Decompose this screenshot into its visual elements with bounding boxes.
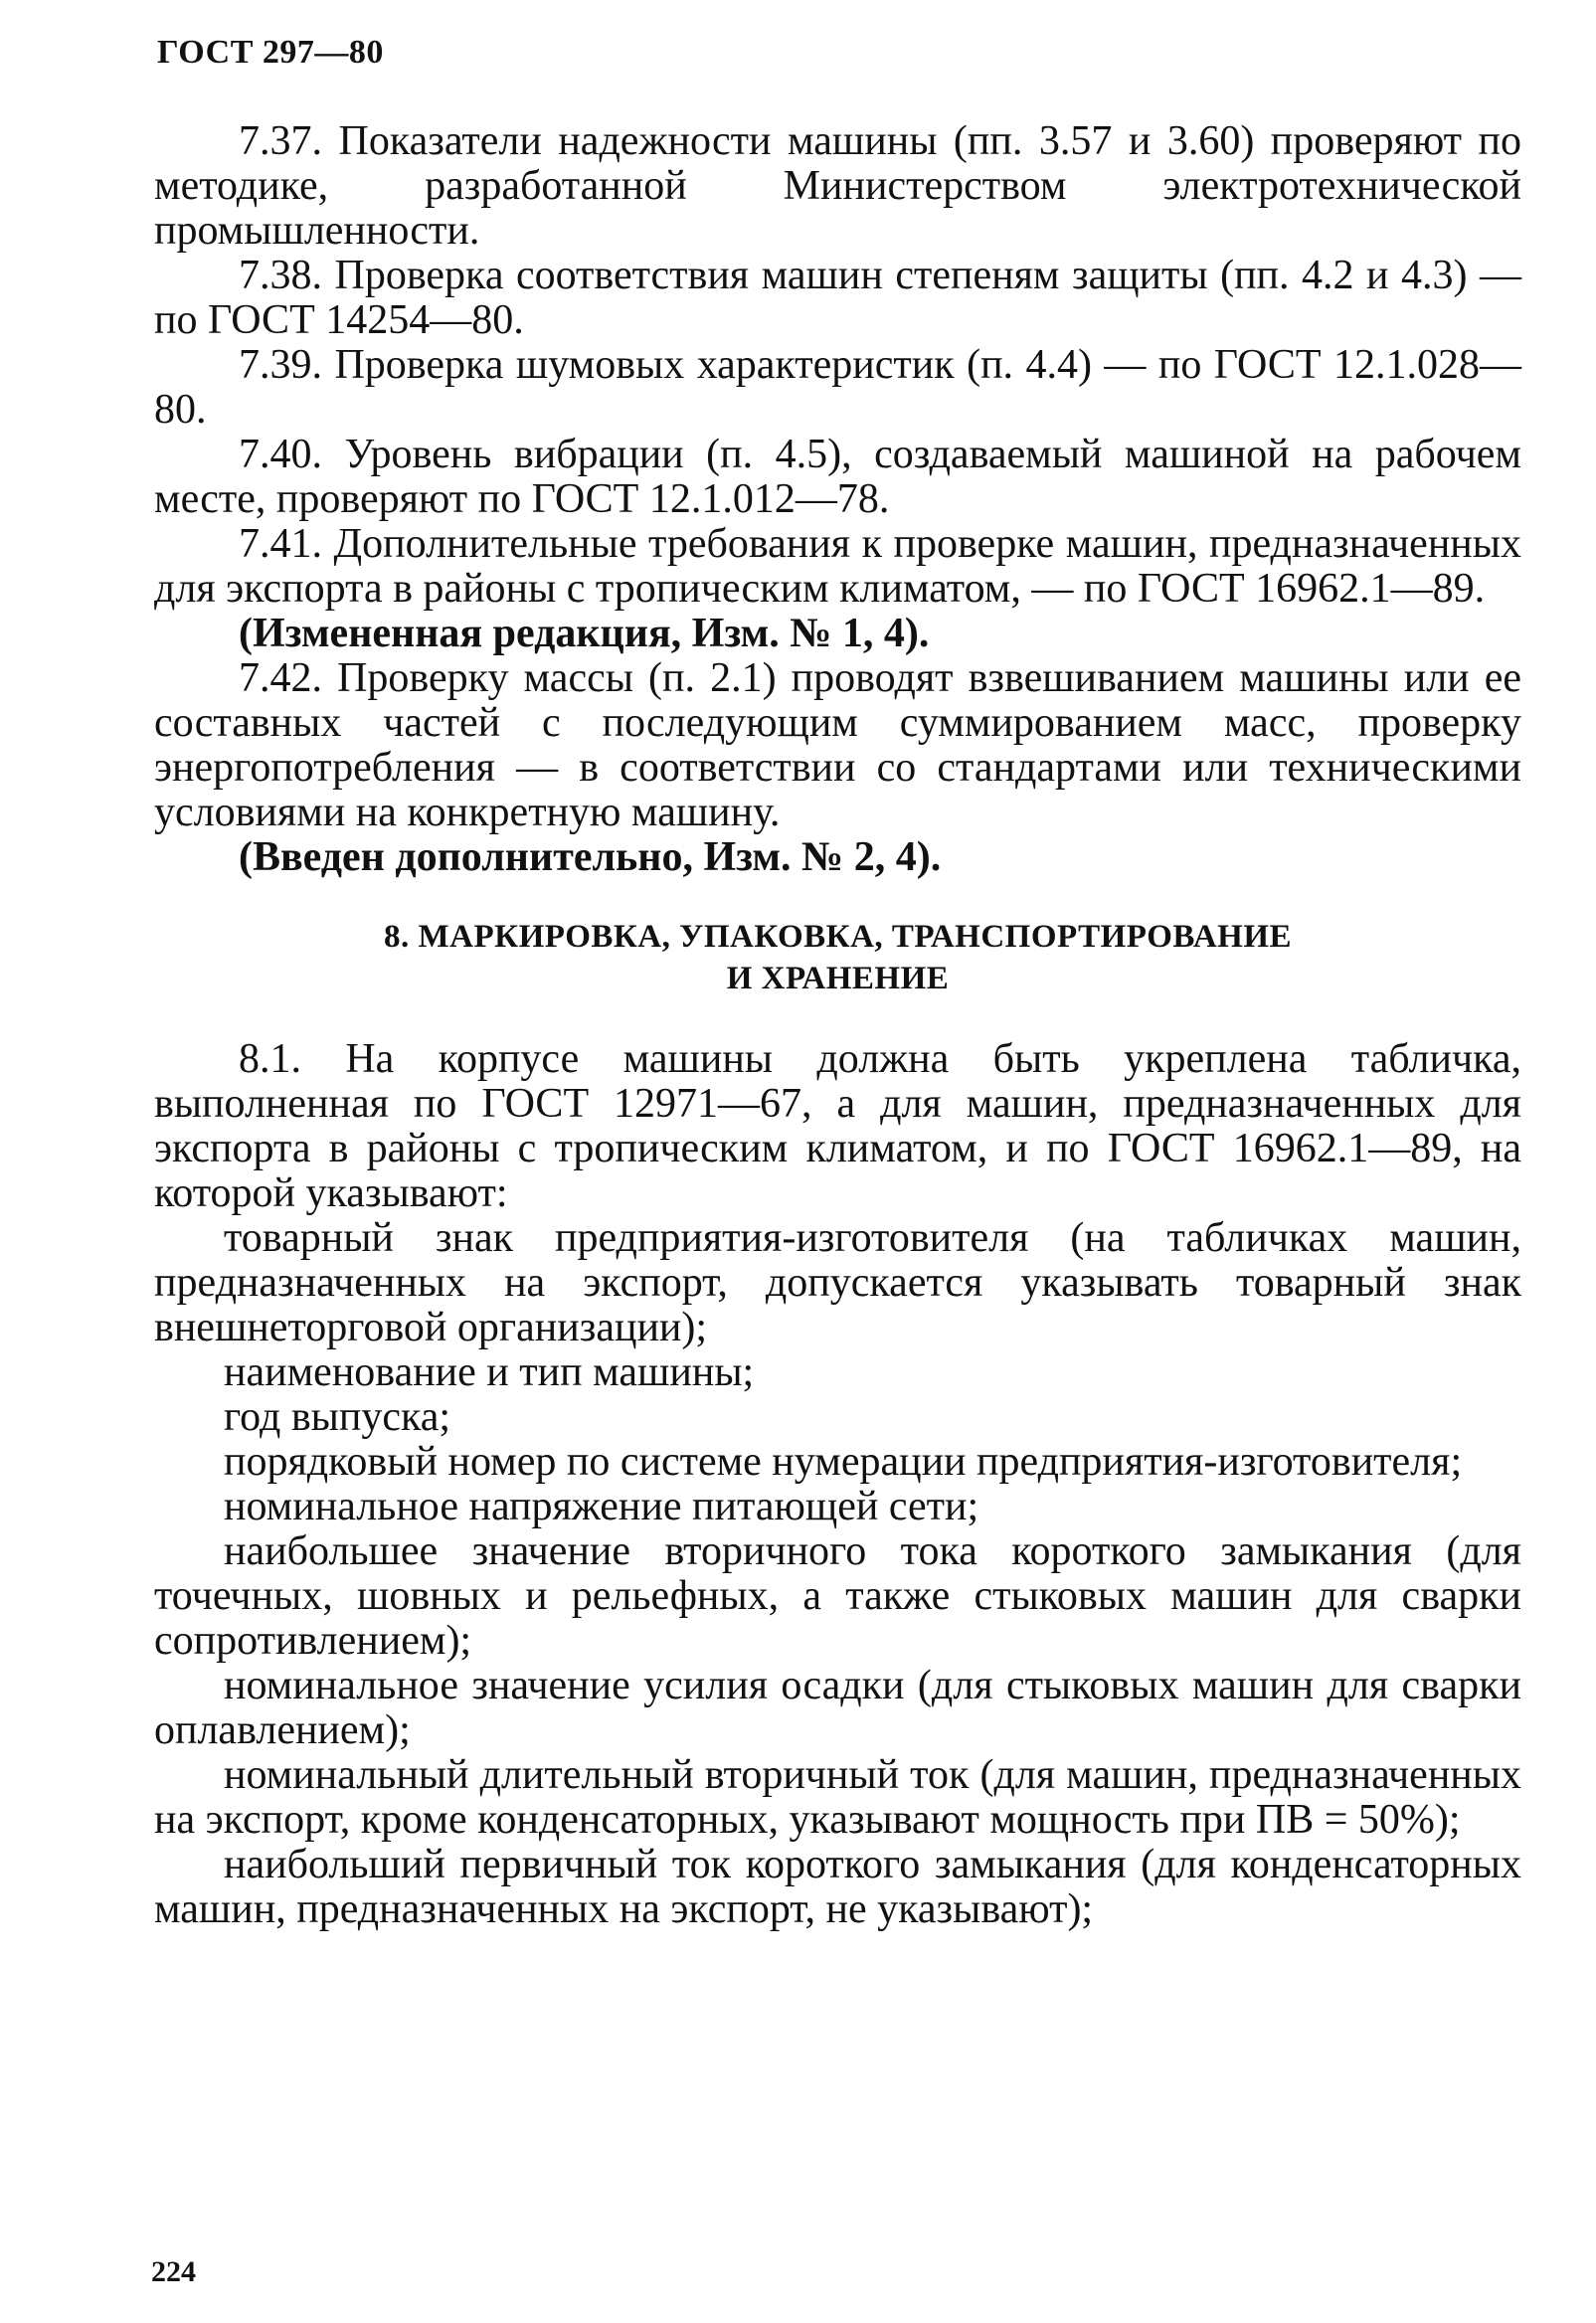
paragraph-7-37: 7.37. Показатели надежности машины (пп. 3.57 и 3.60) проверяют по методике, разработанной Министерством электротехнической промышленности.: [154, 118, 1521, 254]
list-item: наибольшее значение вторичного тока короткого замыкания (для точечных, шовных и рельефных, а также стыковых машин для сварки сопротивлением);: [154, 1528, 1521, 1664]
section-heading-line: И ХРАНЕНИЕ: [726, 961, 950, 996]
list-item: номинальное значение усилия осадки (для стыковых машин для сварки оплавлением);: [154, 1663, 1521, 1753]
section-heading: [154, 916, 1521, 999]
paragraph-7-41: 7.41. Дополнительные требования к проверке машин, предназначенных для экспорта в районы с тропическим климатом, — по ГОСТ 16962.1—89.: [154, 521, 1521, 612]
list-item: товарный знак предприятия-изготовителя (на табличках машин, предназначенных на экспорт, допускается указывать товарный знак внешнеторговой организации);: [154, 1215, 1521, 1350]
amendment-note: (Измененная редакция, Изм. № 1, 4).: [239, 611, 930, 656]
paragraph-8-1: 8.1. На корпусе машины должна быть укреплена табличка, выполненная по ГОСТ 12971—67, а для машин, предназначенных для экспорта в районы с тропическим климатом, и по ГОСТ 16962.1—89, на которой указывают:: [154, 1036, 1521, 1216]
page-header: ГОСТ 297—80: [157, 34, 384, 71]
paragraph-7-40: 7.40. Уровень вибрации (п. 4.5), создаваемый машиной на рабочем месте, проверяют по ГОСТ 12.1.012—78.: [154, 432, 1521, 522]
document-body: [154, 119, 1521, 1932]
list-item: номинальное напряжение питающей сети;: [224, 1484, 979, 1529]
amendment-note: (Введен дополнительно, Изм. № 2, 4).: [239, 834, 942, 880]
page-number: 224: [151, 2255, 196, 2288]
paragraph-7-38: 7.38. Проверка соответствия машин степеням защиты (пп. 4.2 и 4.3) — по ГОСТ 14254—80.: [154, 253, 1521, 343]
section-heading-line: 8. МАРКИРОВКА, УПАКОВКА, ТРАНСПОРТИРОВАНИЕ: [384, 919, 1292, 955]
list-item: наименование и тип машины;: [224, 1349, 755, 1395]
list-item: порядковый номер по системе нумерации предприятия-изготовителя;: [224, 1439, 1463, 1485]
paragraph-7-42: 7.42. Проверку массы (п. 2.1) проводят взвешиванием машины или ее составных частей с последующим суммированием масс, проверку энергопотребления — в соответствии со стандартами или техническими условиями на конкретную машину.: [154, 655, 1521, 835]
list-item: номинальный длительный вторичный ток (для машин, предназначенных на экспорт, кроме конденсаторных, указывают мощность при ПВ = 50%);: [154, 1752, 1521, 1843]
paragraph-7-39: 7.39. Проверка шумовых характеристик (п. 4.4) — по ГОСТ 12.1.028—80.: [154, 342, 1521, 433]
list-item: год выпуска;: [224, 1394, 451, 1440]
list-item: наибольший первичный ток короткого замыкания (для конденсаторных машин, предназначенных на экспорт, не указывают);: [154, 1842, 1521, 1932]
